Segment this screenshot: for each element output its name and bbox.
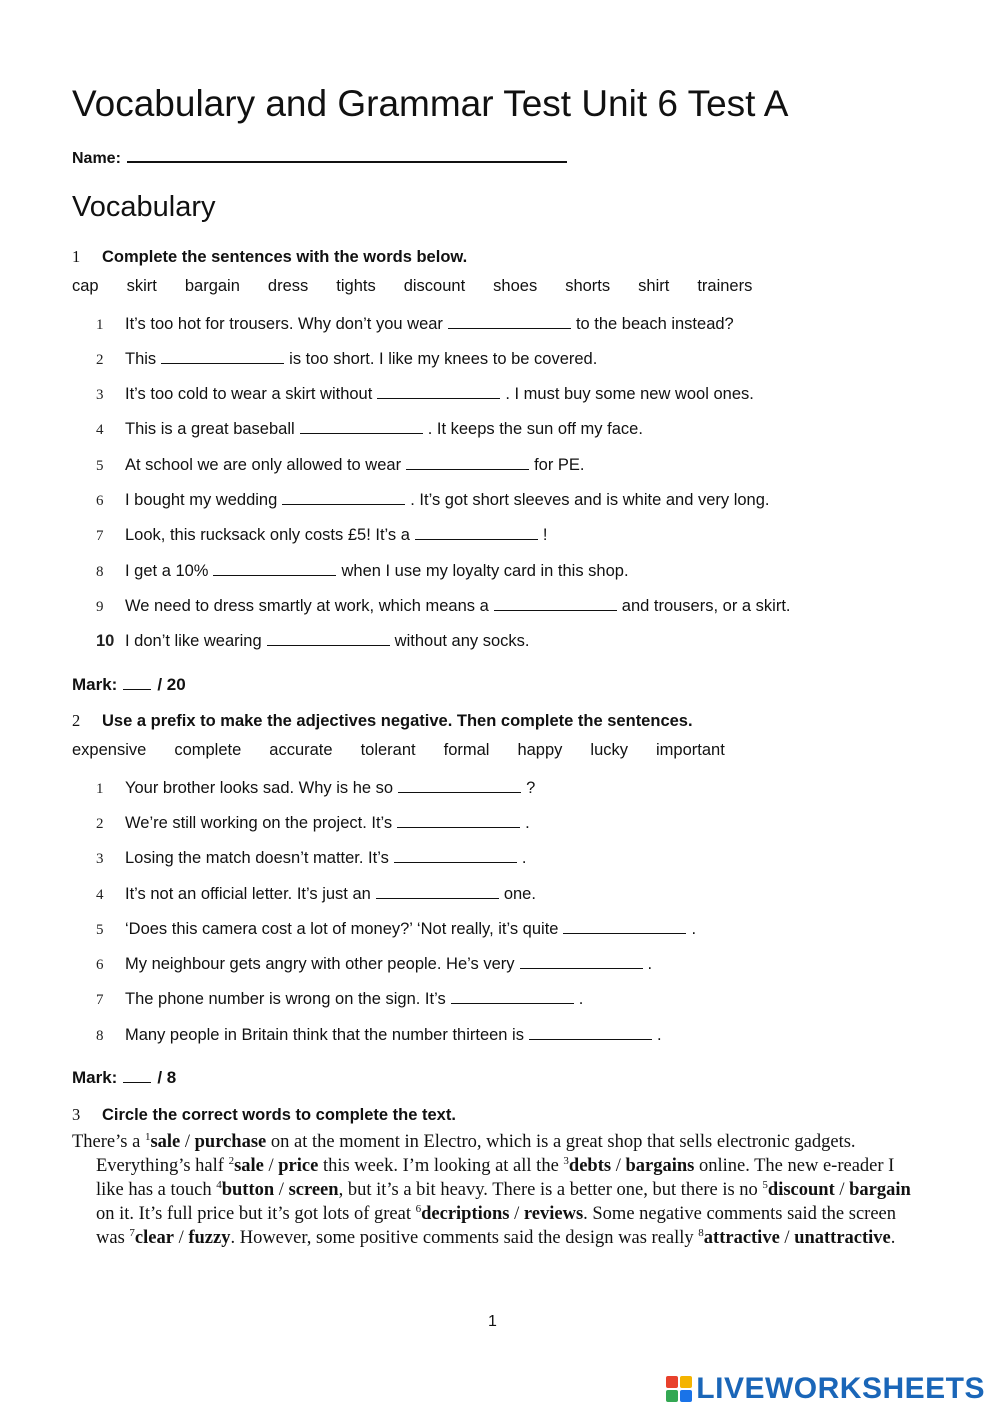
answer-blank[interactable] — [397, 813, 520, 828]
ex1-item — [96, 455, 585, 475]
item-number: 6 — [96, 957, 104, 973]
brand-name: LIVEWORKSHEETS — [696, 1372, 985, 1405]
answer-blank[interactable] — [448, 314, 571, 329]
option-a[interactable]: attractive — [703, 1228, 780, 1248]
ex2-item — [96, 989, 583, 1009]
answer-blank[interactable] — [161, 349, 284, 364]
ex2-item — [96, 778, 535, 798]
ex3-instruction — [72, 1105, 456, 1125]
item-text-after: and trousers, or a skirt. — [621, 597, 791, 615]
answer-blank[interactable] — [398, 778, 521, 793]
logo-square-yellow — [680, 1376, 692, 1388]
item-text-before: My neighbour gets angry with other people. He’s very — [125, 955, 515, 973]
liveworksheets-brand[interactable] — [666, 1372, 985, 1406]
text-segment: . — [890, 1228, 896, 1248]
option-a[interactable]: decriptions — [421, 1204, 510, 1224]
item-text-after: . — [525, 814, 530, 832]
liveworksheets-logo-icon — [666, 1376, 692, 1402]
ex2-item — [96, 884, 536, 904]
word-bank-item: shirt — [638, 277, 670, 295]
ex2-item — [96, 954, 652, 974]
mark-label: Mark: — [72, 1068, 118, 1087]
item-text-before: I bought my wedding — [125, 491, 278, 509]
item-text-after: . It’s got short sleeves and is white and very long. — [410, 491, 770, 509]
word-bank-item: shorts — [565, 277, 611, 295]
item-number: 8 — [96, 564, 104, 580]
item-text-after: one. — [503, 885, 536, 903]
option-separator: / — [178, 1228, 184, 1248]
name-input-line[interactable] — [127, 146, 567, 163]
ex1-item — [96, 349, 597, 369]
text-segment: . However, some positive comments said the design was really — [230, 1228, 699, 1248]
option-b[interactable]: purchase — [194, 1132, 267, 1152]
ex2-word-bank — [72, 741, 753, 760]
item-text-before: Many people in Britain think that the number thirteen is — [125, 1026, 524, 1044]
answer-blank[interactable] — [520, 954, 643, 969]
answer-blank[interactable] — [406, 455, 529, 470]
item-text-before: I get a 10% — [125, 562, 209, 580]
name-label: Name: — [72, 150, 121, 167]
page-title: Vocabulary and Grammar Test Unit 6 Test A — [72, 83, 789, 124]
mark-label: Mark: — [72, 675, 118, 694]
option-b[interactable]: reviews — [523, 1204, 584, 1224]
text-segment: on at the moment in Electro, which is a great shop that sells electronic gadgets. Everything’s half — [96, 1132, 856, 1176]
item-number: 5 — [96, 922, 104, 938]
ex2-item — [96, 813, 530, 833]
word-bank-item: complete — [174, 741, 242, 759]
ex1-item — [96, 561, 629, 581]
item-text-after: ? — [526, 779, 536, 797]
word-bank-item: discount — [403, 277, 466, 295]
item-number: 7 — [96, 992, 104, 1008]
answer-blank[interactable] — [394, 848, 517, 863]
ex1-word-bank — [72, 277, 780, 296]
text-segment: There’s a — [72, 1132, 145, 1152]
answer-blank[interactable] — [213, 561, 336, 576]
answer-blank[interactable] — [563, 919, 686, 934]
mark-blank[interactable] — [123, 675, 151, 690]
text-segment: online. The new e-reader I like has a touch — [96, 1156, 895, 1200]
item-text-before: We need to dress smartly at work, which means a — [125, 597, 489, 615]
answer-blank[interactable] — [377, 384, 500, 399]
page-number: 1 — [488, 1313, 497, 1330]
option-b[interactable]: bargains — [625, 1156, 695, 1176]
option-separator: / — [278, 1180, 284, 1200]
item-number: 6 — [96, 493, 104, 509]
answer-blank[interactable] — [300, 419, 423, 434]
item-text-before: At school we are only allowed to wear — [125, 456, 402, 474]
option-a[interactable]: debts — [568, 1156, 612, 1176]
item-number: 8 — [96, 1028, 104, 1044]
item-number: 4 — [96, 887, 104, 903]
item-text-after: . — [656, 1026, 662, 1044]
ex2-item — [96, 919, 696, 939]
answer-blank[interactable] — [451, 989, 574, 1004]
ex1-mark — [72, 675, 186, 695]
item-text-before: The phone number is wrong on the sign. It’s — [125, 990, 446, 1008]
item-text-after: to the beach instead? — [575, 315, 734, 333]
answer-blank[interactable] — [494, 596, 617, 611]
mark-blank[interactable] — [123, 1068, 151, 1083]
ex2-instruction-text: Use a prefix to make the adjectives negative. Then complete the sentences. — [102, 712, 693, 730]
text-segment: this week. I’m looking at all the — [318, 1156, 564, 1176]
option-b[interactable]: price — [278, 1156, 319, 1176]
item-text-before: Losing the match doesn’t matter. It’s — [125, 849, 389, 867]
text-segment: . Some negative comments said the screen was — [96, 1204, 897, 1248]
item-number: 9 — [96, 599, 104, 615]
text-segment: , but it’s a bit heavy. There is a better one, but there is no — [338, 1180, 763, 1200]
word-bank-item: trainers — [697, 277, 753, 295]
ex1-instruction-text: Complete the sentences with the words below. — [102, 248, 468, 266]
item-text-after: . — [691, 920, 697, 938]
ex2-item — [96, 1025, 662, 1045]
option-separator: / — [514, 1204, 520, 1224]
gap-number: 6 — [415, 1202, 422, 1215]
mark-total: / 8 — [157, 1068, 177, 1087]
word-bank-item: tights — [336, 277, 376, 295]
ex2-instruction — [72, 711, 693, 731]
option-b[interactable]: bargain — [849, 1180, 911, 1200]
option-a[interactable]: sale — [234, 1156, 264, 1176]
ex1-item — [96, 490, 770, 510]
word-bank-item: formal — [443, 741, 490, 759]
item-text-before: This — [125, 350, 157, 368]
item-text-before: ‘Does this camera cost a lot of money?’ ‘Not really, it’s quite — [125, 920, 559, 938]
option-separator: / — [839, 1180, 845, 1200]
ex3-instruction-text: Circle the correct words to complete the text. — [102, 1106, 456, 1124]
ex1-item — [96, 419, 643, 439]
word-bank-item: important — [656, 741, 725, 759]
item-text-before: This is a great baseball — [125, 420, 295, 438]
item-text-before: It’s too cold to wear a skirt without — [125, 385, 373, 403]
option-b[interactable]: unattractive — [794, 1228, 891, 1248]
item-number: 5 — [96, 458, 104, 474]
gap-number: 4 — [216, 1178, 222, 1191]
option-a[interactable]: button — [221, 1180, 275, 1200]
word-bank-item: cap — [72, 277, 99, 295]
item-number: 1 — [96, 317, 104, 333]
item-text-after: ! — [542, 526, 548, 544]
logo-square-red — [666, 1376, 678, 1388]
ex1-instruction — [72, 247, 467, 267]
ex3-text-paragraph — [72, 1130, 922, 1250]
option-b[interactable]: fuzzy — [188, 1228, 231, 1248]
ex1-item — [96, 525, 548, 545]
item-text-after: . It keeps the sun off my face. — [427, 420, 643, 438]
item-number: 2 — [96, 352, 104, 368]
option-a[interactable]: discount — [767, 1180, 835, 1200]
answer-blank[interactable] — [376, 884, 499, 899]
option-b[interactable]: screen — [288, 1180, 339, 1200]
ex2-number: 2 — [72, 711, 81, 730]
item-text-after: for PE. — [534, 456, 585, 474]
ex1-number: 1 — [72, 247, 81, 266]
gap-number: 8 — [698, 1226, 704, 1239]
option-a[interactable]: sale — [150, 1132, 181, 1152]
logo-square-green — [666, 1390, 678, 1402]
ex1-item — [96, 631, 529, 651]
item-text-after: is too short. I like my knees to be covered. — [289, 350, 598, 368]
item-number: 2 — [96, 816, 104, 832]
item-text-before: It’s too hot for trousers. Why don’t you wear — [125, 315, 443, 333]
ex3-number: 3 — [72, 1105, 81, 1124]
ex1-item — [96, 314, 734, 334]
word-bank-item: dress — [267, 277, 309, 295]
word-bank-item: lucky — [590, 741, 629, 759]
gap-number: 2 — [228, 1154, 235, 1167]
answer-blank[interactable] — [415, 525, 538, 540]
word-bank-item: bargain — [184, 277, 240, 295]
ex2-item — [96, 848, 526, 868]
item-text-before: It’s not an official letter. It’s just an — [125, 885, 371, 903]
item-text-before: I don’t like wearing — [125, 632, 262, 650]
ex1-item — [96, 596, 791, 616]
name-field — [72, 146, 567, 168]
option-separator: / — [268, 1156, 274, 1176]
item-text-after: . I must buy some new wool ones. — [505, 385, 754, 403]
item-text-after: . — [521, 849, 527, 867]
answer-blank[interactable] — [282, 490, 405, 505]
ex1-item — [96, 384, 754, 404]
item-number: 3 — [96, 851, 104, 867]
item-number: 10 — [96, 632, 115, 650]
item-number: 4 — [96, 422, 104, 438]
gap-number: 5 — [762, 1178, 768, 1191]
item-text-before: Your brother looks sad. Why is he so — [125, 779, 394, 797]
option-a[interactable]: clear — [134, 1228, 174, 1248]
answer-blank[interactable] — [529, 1025, 652, 1040]
ex2-mark — [72, 1068, 176, 1088]
word-bank-item: happy — [517, 741, 563, 759]
gap-number: 7 — [129, 1226, 135, 1239]
item-text-after: without any socks. — [394, 632, 530, 650]
section-heading: Vocabulary — [72, 191, 216, 223]
word-bank-item: accurate — [269, 741, 333, 759]
item-text-after: . — [647, 955, 653, 973]
item-text-after: when I use my loyalty card in this shop. — [341, 562, 629, 580]
option-separator: / — [615, 1156, 621, 1176]
item-number: 7 — [96, 528, 104, 544]
answer-blank[interactable] — [267, 631, 390, 646]
gap-number: 3 — [563, 1154, 569, 1167]
item-text-before: Look, this rucksack only costs £5! It’s a — [125, 526, 410, 544]
word-bank-item: tolerant — [360, 741, 416, 759]
option-separator: / — [784, 1228, 790, 1248]
item-number: 1 — [96, 781, 104, 797]
option-separator: / — [184, 1132, 191, 1152]
logo-square-blue — [680, 1390, 692, 1402]
item-number: 3 — [96, 387, 104, 403]
text-segment: on it. It’s full price but it’s got lots of great — [96, 1204, 416, 1224]
mark-total: / 20 — [157, 675, 186, 694]
word-bank-item: skirt — [126, 277, 157, 295]
word-bank-item: expensive — [72, 741, 147, 759]
item-text-before: We’re still working on the project. It’s — [125, 814, 393, 832]
word-bank-item: shoes — [493, 277, 538, 295]
item-text-after: . — [578, 990, 584, 1008]
gap-number: 1 — [144, 1130, 151, 1143]
